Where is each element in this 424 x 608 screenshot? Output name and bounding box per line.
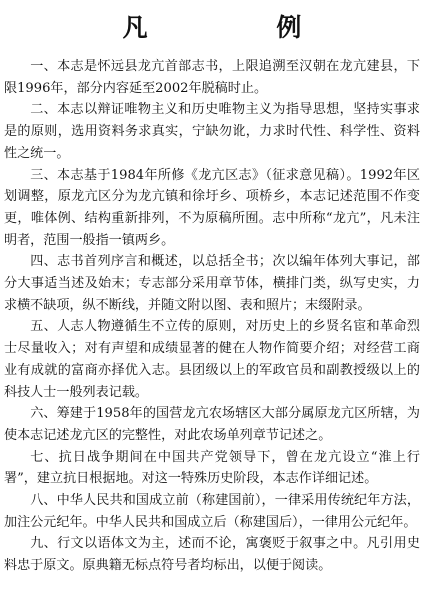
paragraph-8: 八、中华人民共和国成立前（称建国前），一律采用传统纪年方法，加注公元纪年。中华人民共和国成立后（称建国后），一律用公元纪年。	[4, 493, 420, 530]
paragraph-4: 四、志书首列序言和概述，以总括全书；次以编年体列大事记，部分大事适当述及始末；专志部分采用章节体，横排门类，纵写史实，力求横不缺项，纵不断线，并随文附以图、表和照片；末缀附录。	[4, 254, 420, 313]
paragraph-5: 五、人志人物遵循生不立传的原则，对历史上的乡贤名宦和革命烈士尽量收入；对有声望和成绩显著的健在人物作简要介绍；对经营工商业有成就的富商亦择优入志。县团级以上的军政官员和副教授级以上的科技人士一般列表记载。	[4, 319, 420, 400]
paragraph-2: 二、本志以辩证唯物主义和历史唯物主义为指导思想，坚持实事求是的原则，选用资料务求真实，宁缺勿讹，力求时代性、科学性、资料性之统一。	[4, 102, 420, 161]
paragraph-9: 九、行文以语体文为主，述而不论，寓褒贬于叙事之中。凡引用史料忠于原文。原典籍无标点符号者均标出，以便于阅读。	[4, 536, 420, 574]
paragraph-7: 七、抗日战争期间在中国共产党领导下，曾在龙亢设立“淮上行署”，建立抗日根据地。对这一特殊历史阶段，本志作详细记述。	[4, 449, 420, 487]
paragraph-6: 六、筹建于1958年的国营龙亢农场辖区大部分属原龙亢区所辖，为使本志记述龙亢区的完整性，对此农场单列章节记述之。	[4, 406, 420, 443]
document-body	[4, 56, 420, 577]
paragraph-3: 三、本志基于1984年所修《龙亢区志》（征求意见稿）。1992年区划调整，原龙亢区分为龙亢镇和徐圩乡、项桥乡，本志记述范围不作变更，唯体例、结构重新排列，不为原稿所囿。志中所称“龙亢”，凡未注明者，范围一般指一镇两乡。	[4, 167, 420, 248]
page-title: 凡 例	[122, 13, 362, 42]
paragraph-1: 一、本志是怀远县龙亢首部志书，上限追溯至汉朝在龙亢建县，下限1996年，部分内容延至2002年脱稿时止。	[4, 59, 420, 96]
